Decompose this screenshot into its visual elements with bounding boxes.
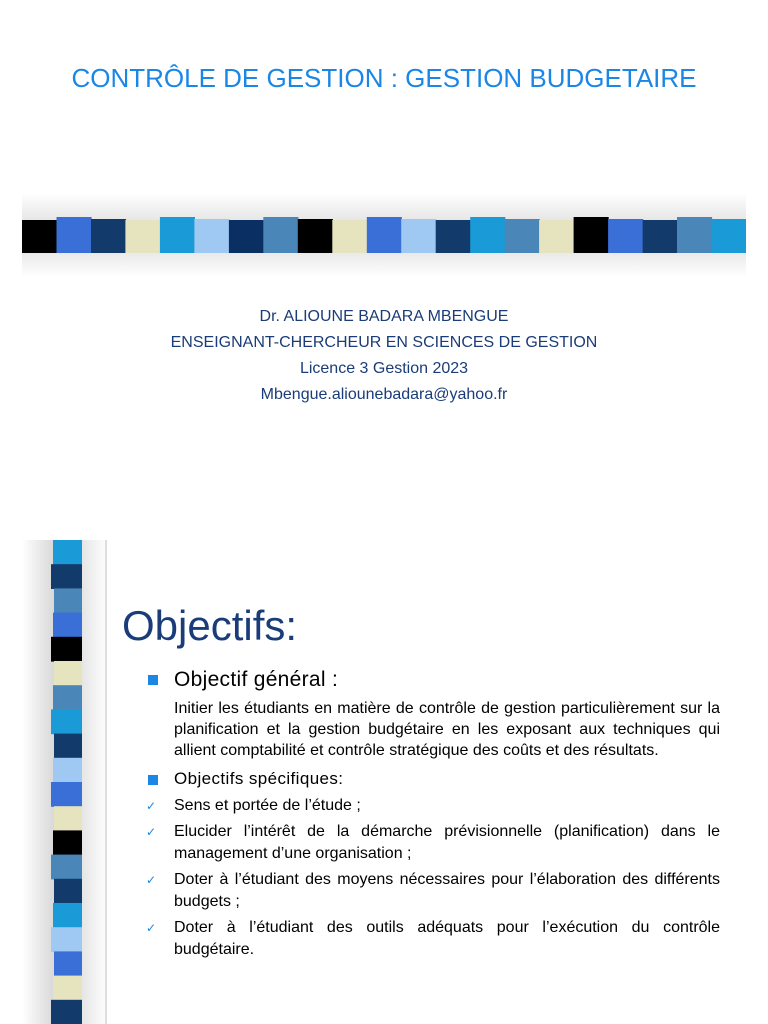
strip-segment: [53, 976, 82, 1001]
strip-segment: [51, 637, 82, 662]
band-segment: [470, 217, 505, 253]
band-segment: [643, 220, 678, 253]
band-segment: [229, 220, 264, 253]
specific-item: [146, 795, 720, 817]
strip-segment: [54, 951, 82, 976]
band-segment: [22, 220, 57, 253]
band-segment: [608, 219, 643, 253]
vertical-decorative-strip: [22, 540, 108, 1024]
specific-item-text: Elucider l’intérêt de la démarche prévisionnelle (planification) dans le management d’une organisation ;: [174, 823, 720, 862]
square-bullet-icon: [148, 675, 158, 685]
band-segment: [263, 217, 298, 253]
band-segment: [712, 219, 747, 253]
strip-segment: [51, 564, 82, 589]
strip-graphic: [22, 540, 108, 1024]
band-segment: [574, 217, 609, 253]
specific-item: [146, 869, 720, 913]
strip-segment: [51, 782, 82, 807]
specific-item-text: Sens et portée de l’étude ;: [174, 797, 361, 814]
checkmark-icon: ✓: [146, 799, 157, 813]
specific-item-text: Doter à l’étudiant des outils adéquats pour l’exécution du contrôle budgétaire.: [174, 919, 720, 958]
general-objective-text: Initier les étudiants en matière de contrôle de gestion particulièrement sur la planification et la gestion budgétaire en les exposant aux techniques qui allient comptabilité et contrôle stratégique des coûts et des résultats.: [174, 700, 720, 759]
strip-segment: [51, 855, 82, 880]
strip-segment: [54, 806, 82, 831]
strip-segment: [53, 613, 82, 638]
objectives-content: [146, 666, 720, 961]
band-segment: [57, 217, 92, 253]
general-objective-bullet: [146, 666, 720, 694]
specific-objectives-bullet: [146, 767, 720, 791]
band-segment: [298, 219, 333, 253]
specific-item-text: Doter à l’étudiant des moyens nécessaires pour l’élaboration des différents budgets ;: [174, 871, 720, 910]
strip-segment: [51, 927, 82, 952]
band-segment: [91, 219, 126, 253]
objectives-slide: [0, 540, 768, 1024]
band-segment: [367, 217, 402, 253]
band-segment: [125, 220, 160, 253]
objectives-heading: Objectifs:: [122, 602, 298, 649]
strip-segment: [54, 588, 82, 613]
strip-segment: [53, 758, 82, 783]
band-segment: [401, 219, 436, 253]
author-block: [40, 304, 728, 408]
band-segment: [539, 220, 574, 253]
band-segment: [194, 219, 229, 253]
strip-segment: [53, 903, 82, 928]
strip-segment: [51, 1000, 82, 1024]
strip-segment: [53, 540, 82, 565]
course-info: Licence 3 Gestion 2023: [299, 360, 469, 377]
specific-item: [146, 821, 720, 865]
author-email: Mbengue.aliounebadara@yahoo.fr: [260, 386, 508, 403]
checkmark-icon: ✓: [146, 873, 157, 887]
strip-segment: [54, 661, 82, 686]
band-graphic: [22, 193, 746, 277]
band-segment: [677, 217, 712, 253]
decorative-band: [22, 193, 746, 277]
general-objective-label: Objectif général :: [174, 668, 339, 691]
square-bullet-icon: [148, 775, 158, 785]
strip-segment: [51, 709, 82, 734]
specific-objectives-label: Objectifs spécifiques:: [174, 769, 344, 788]
band-segment: [160, 217, 195, 253]
checkmark-icon: ✓: [146, 825, 157, 839]
band-segment: [505, 219, 540, 253]
band-segment: [332, 220, 367, 253]
strip-segment: [54, 734, 82, 759]
checkmark-icon: ✓: [146, 921, 157, 935]
band-segment: [436, 220, 471, 253]
strip-segment: [53, 830, 82, 855]
strip-segment: [54, 879, 82, 904]
author-role: ENSEIGNANT-CHERCHEUR EN SCIENCES DE GESTION: [170, 334, 598, 351]
specific-item: [146, 917, 720, 961]
strip-segment: [53, 685, 82, 710]
slide-title: CONTRÔLE DE GESTION : GESTION BUDGETAIRE: [71, 63, 697, 93]
author-name: Dr. ALIOUNE BADARA MBENGUE: [259, 308, 509, 325]
